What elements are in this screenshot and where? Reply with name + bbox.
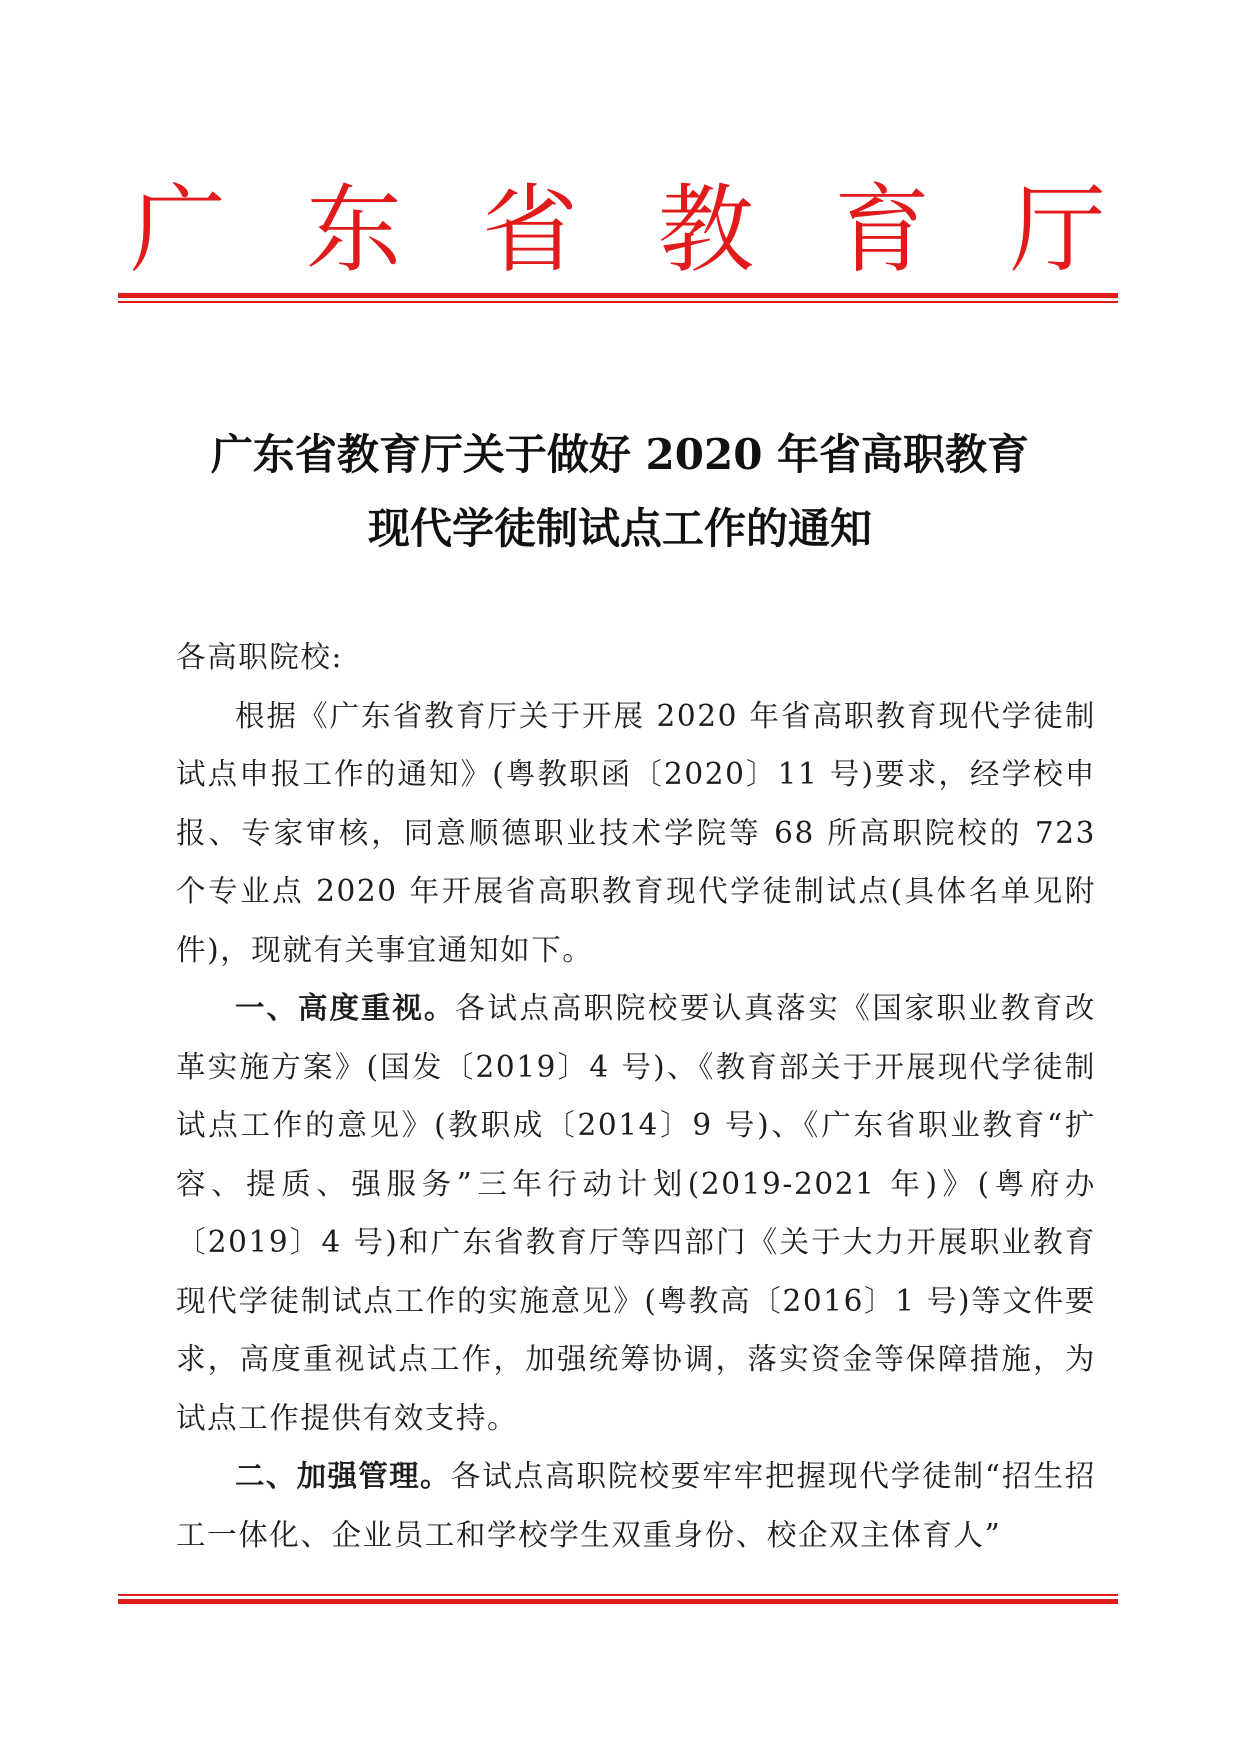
salutation: 各高职院校: (176, 640, 344, 674)
section-2-heading: 二、加强管理。 (235, 1459, 451, 1493)
red-rule-thin (118, 1594, 1118, 1596)
section-1-paragraph (176, 979, 1096, 1447)
title-line-2: 现代学徒制试点工作的通知 (367, 504, 872, 553)
section-1-heading: 一、高度重视。 (235, 991, 456, 1025)
document-body (176, 628, 1096, 1564)
letterhead-char: 厅 (1010, 174, 1106, 286)
section-2-paragraph (176, 1447, 1096, 1564)
letterhead-red-rule (118, 293, 1118, 303)
red-rule-thick (118, 1599, 1118, 1604)
title-line-1: 广东省教育厅关于做好 2020 年省高职教育 (210, 430, 1030, 479)
section-2-body: 各试点高职院校要牢牢把握现代学徒制“招生招工一体化、企业员工和学校学生双重身份、校企双主体育人” (176, 1459, 1096, 1552)
red-rule-thick (118, 293, 1118, 298)
section-1-body: 各试点高职院校要认真落实《国家职业教育改革实施方案》(国发〔2019〕4 号)、《教育部关于开展现代学徒制试点工作的意见》(教职成〔2014〕9 号)、《广东省职业教育“扩容、提质、强服务”三年行动计划(2019-2021 年)》(粤府办〔2019〕4 号)和广东省教育厅等四部门《关于大力开展职业教育现代学徒制试点工作的实施意见》(粤教高〔2016〕1 号)等文件要求，高度重视试点工作，加强统筹协调，落实资金等保障措施，为试点工作提供有效支持。 (176, 991, 1096, 1435)
letterhead-char: 教 (658, 174, 754, 286)
intro-paragraph: 根据《广东省教育厅关于开展 2020 年省高职教育现代学徒制试点申报工作的通知》(粤教职函〔2020〕11 号)要求，经学校申报、专家审核，同意顺德职业技术学院等 68 所高职院校的 723 个专业点 2020 年开展省高职教育现代学徒制试点(具体名单见附件)，现就有关事宜通知如下。 (176, 698, 1096, 967)
letterhead-char: 省 (482, 174, 578, 286)
letterhead-char: 育 (834, 174, 930, 286)
letterhead-char: 东 (306, 174, 402, 286)
document-title (120, 418, 1120, 566)
footer-red-rule (118, 1594, 1118, 1604)
letterhead-char: 广 (130, 174, 226, 286)
letterhead (118, 170, 1118, 290)
red-rule-thin (118, 301, 1118, 303)
